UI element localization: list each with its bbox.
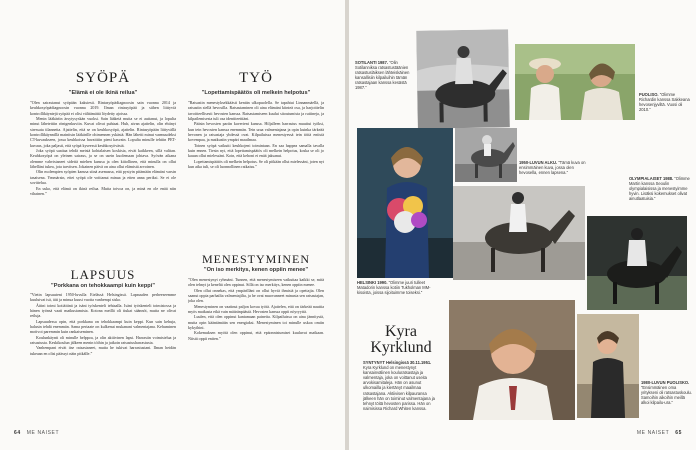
caption-heading: PUOLISO. (639, 92, 659, 97)
photo-child-pony (455, 128, 517, 182)
paragraph: Pääsin hevosten pariin kaverieni kanssa. Hiljalleen harrastus muuttui työksi, kun tein hevosten kanssa enemmän. Tein uraa valmentajana ja opin kuinka tärkeää hevonen ja ratsastaja yhdessä ovat. Kilpailuissa menestyessä tein töitä entistä kovempaa, ja matkustin ympäri maailmaa. (188, 121, 324, 143)
photo-olympic-horse (453, 186, 585, 280)
paragraph: Luulen, että olen oppinut kantamaan paineita. Kilpailuissa on aina jännitystä, mutta opin kääntämään sen energiaksi. Menestyminen toi minulle uskoa omiin kykyihini. (188, 314, 324, 331)
right-page (349, 0, 696, 450)
caption-heading: SOTILANTI 1987. (355, 60, 388, 65)
section-title-tyo: TYÖ (239, 70, 273, 86)
photo-puoliso-couple (515, 44, 635, 120)
caption-text: ”Olimme Richardin kanssa Sakkeana hevosenjyviltä. Vuosi oli 2010.” (639, 92, 690, 113)
first-name: Kyra (385, 323, 417, 340)
magazine-name: ME NAISET (26, 430, 60, 436)
section-kicker-tyo: ”Lopettamispäätös oli melkein helpotus” (201, 90, 311, 96)
caption-olympia (629, 176, 691, 201)
paragraph: ”Vietin lapsuuteni 1950-luvulla Etelässä Helsingissä. Lapsuuden perheeseemme kuuluivat isä, äiti ja minua kuusi vuotta vanhempi sisko. (30, 292, 176, 303)
paragraph: Koulunkäynti oli minulle helppoa, ja olin aktiivinen lapsi. Harrastin voimistelua ja ratsastusta. Keskikoulun jälkeen menin töihin ja jatkoin ratsastusharrastusta. (30, 334, 176, 346)
paragraph: Lopettamispäätös oli melkein helpotus. Se oli pitkään ollut mielessäni, joten nyt kun aika tuli, se oli luonnollinen ratkaisu.” (188, 158, 324, 170)
photo-portrait (449, 300, 575, 420)
paragraph: Menestyminen on vaatinut paljon kovaa työtä. Ajattelen, että on tärkeää nauttia myös matkasta eikä vain määränpäästä. Hevosten kanssa oppii nöyryyttä. (188, 303, 324, 315)
caption-heading: SYNTYNYT Helsingissä 30.11.1951. (363, 360, 432, 365)
page-folio-right (637, 430, 682, 436)
caption-heading: 1980-LUVUN PUOLISKO. (641, 380, 690, 385)
photo-woman-flowers (357, 128, 453, 278)
paragraph: ”Olen menestynyt ryhmäni. Tunnen, että menestymiseen vaikuttaa kaikki se, mitä olen tehnyt ja keneltä olen oppinut. Sillä on iso merkitys, kenen oppiin menee. (188, 277, 324, 288)
paragraph: Kokemuksen myötä olen oppinut, että epäonnistumiset kuuluvat matkaan. Niistä oppii eniten.” (188, 330, 324, 341)
photo-sotilanti-rider (416, 29, 510, 129)
section-kicker-lapsuus: ”Porkkana on tehokkaampi kuin keppi” (50, 283, 156, 289)
section-title-menestyminen: MENESTYMINEN (202, 252, 310, 266)
paragraph: ”Ratsastin menestyksekkäästi kentän ulkopuolella. Se tapahtui Linnanmäellä, ja ratsastin siellä hevosilla. Ratsastaminen oli aina elämäni kiinteä osa, ja harjoittelin tavoitteellisesti hevosten kanssa. Ratsastamiseen kuului sitoutumista ja rutiineja, ja kilpailemisesta tuli osa identiteettiäni. (188, 100, 324, 122)
section-title-syopa: SYÖPÄ (75, 70, 131, 86)
caption-text: Kyra Kyrklund on menestynyt kansainvälinen kouluratsastaja ja valmentaja, joka on voittanut useita arvokisamitaleja. Hän on asunut ulkomailla ja kiertänyt maailmaa ratsastajana. Aktiivisen kilpauransa jälkeen hän on toiminut valmentajana ja tehnyt töitä hevosten parissa. Hän on naimisissa Richard Whiten kanssa. (363, 365, 435, 411)
caption-sotilanti (355, 60, 411, 91)
magazine-name: ME NAISET (636, 430, 670, 436)
last-name: Kyrklund (370, 339, 432, 356)
caption-text: ”Olimme juuri tulleet Matadorin kanssa kotiin Tukholman MM-kisoista, joissa sijoituimme toiseksi.” (357, 280, 431, 296)
paragraph: Joka syöpä saattaa tehdä meistä kohtalaisen koskisia, eivät kaikkeen, sillä valitan. Keuhkosyöpä on yleinen sairaus, ja se on usein kuolemaan johtava. Syövän aikana olemme vahvistaneet sidettä miehen kanssa ja olen kiitollinen, että minulla on ollut lähelläni tukea, jota tarvitsen. Jokainen päivä on aina ollut elämistä arvoinen. (30, 148, 176, 170)
paragraph: Äitini toimi kotiäitinä ja isäni työskenteli tehtaalla. Isäni työskenteli toimistossa ja hänen työnsä vaati matkustamista. Kotona meillä oli tiukat säännöt, mutta ne olivat reiluja. (30, 302, 176, 319)
paragraph: Menin lääkäriin ärsytysyskän vuoksi. Sain lääketä mutta se ei auttanut, ja lopulta minut lähetettiin röntgenkuviin. Kuvat olivat puhtaat. Huh, aivan ajattelin, olin ehtinyt stressata tilannetta. Ajattelin, että se on keuhkosyöpä, ajattelin. Rintasyöpään liittyvällä kontrollikäynnillä mainitsin lääkärille ohimennen yskästä. Hän lähetti minut varmuudeksi CT-kuvaukseen, jossa keuhkoissa havaittiin pieni kasvain. Lopulta minulle tehtiin PET-kuvaus, joka paljasti, että syöpä kyseessä keuhkosyövästä. (30, 116, 176, 148)
paragraph: ”Olen sairastanut syöpään kaksiesti. Rintasyöpädiagnoosin sain vuonna 2014 ja keuhkosyöpädiagnoosin vuonna 2019. Ilman rintasyöpää ja siihen liittyviä kontrollikäyntejä syöpää ei olisi välttämättä löydetty ajoissa. (30, 100, 176, 116)
page-folio-left (14, 430, 59, 436)
article-text-lapsuus (30, 292, 176, 424)
photo-olympia-1988 (587, 216, 687, 310)
paragraph: En usko, että elämä on ikinä reilua. Mutta toivoa on, ja minä en ole enää niin vihainen.” (30, 185, 176, 196)
page-number: 64 (14, 430, 21, 436)
section-kicker-menestyminen: ”On iso merkitys, kenen oppiin menee” (203, 267, 309, 273)
caption-helsinki (357, 280, 437, 295)
section-title-lapsuus: LAPSUUS (70, 267, 136, 282)
paragraph: Vanhempani eivät itse ratsastaneet, mutta he tukivat harrastustani. Ilman heidän tukeaan en olisi päässyt näin pitkälle.” (30, 345, 176, 356)
caption-text: ”Olimme Martin kanssa Seoulin olympialaisissa ja menestyimme hyvin. Lisäksi kokemukset olivat ainutlaatuisia.” (629, 176, 690, 202)
left-page (0, 0, 345, 450)
caption-heading: 1950-LUVUN ALKU. (519, 160, 558, 165)
caption-text: ”Olin Sotilanniksa ratsastustäänien ratsastusläiksen lähteiskäinen kansallisiin kilpailuihin tämän ratsastajaan kanssa kesästä 1987.” (355, 60, 410, 91)
paragraph: Toinen syöpä vaikutti keuhkojeni toimintaan. En saa happea samalla tavalla kuin ennen. Tiesin nyt, että lopettamispäätös oli melkein helpotus, koska se oli jo kauan ollut mielessäni. Koin, että kehoni ei enää jaksanut. (188, 142, 324, 159)
caption-heading: HELSINKI 1990. (357, 280, 388, 285)
paragraph: Olin molempien syöpien kanssa siinä asemassa, että pystyin pitämään elämäni varsin tasaisena. Ymmärsin, ettei syöpä ole voittanut minua ja etten anna periksi. Se ei ole sovittelua. (30, 169, 176, 186)
photo-1980s (577, 314, 639, 418)
paragraph: Olen ollut onnekas, että ympärilläni on ollut hyviä ihmisiä ja opettajia. Olen saanut oppia parhailta valmentajilta, ja he ovat muovanneet minusta sen ratsastajan, joka olen. (188, 287, 324, 304)
caption-nuoruus (641, 380, 693, 405)
caption-lapsuus (519, 160, 589, 175)
caption-heading: OLYMPIALAISET 1988. (629, 176, 674, 181)
page-number: 65 (675, 430, 682, 436)
paragraph: Lapsuudessa opin, että porkkana on tehokkaampi kuin keppi. Kun sain kehuja, halusin tehdä enemmän. Sama periaate on kulkenut mukanani valmentajana. Kehuminen motivoi paremmin kuin rankaiseminen. (30, 318, 176, 335)
article-text-tyo (188, 100, 324, 248)
caption-text: ”Tämä kuva on ensimmäinen kuva, jossa olen hevosella, ennen lapsena.” (519, 160, 586, 176)
article-text-menestyminen (188, 277, 324, 424)
caption-puoliso (639, 92, 693, 112)
article-text-syopa (30, 100, 176, 260)
person-name (357, 324, 445, 356)
section-kicker-syopa: ”Elämä ei ole ikinä reilua” (68, 90, 138, 96)
caption-text: ”Ensimmäinen oma yritykseni oli ratsastuskoulu. Samoihin aikoihin meillä alkoi kilpailu-ura.” (641, 385, 692, 406)
caption-syntynyt (363, 360, 439, 411)
